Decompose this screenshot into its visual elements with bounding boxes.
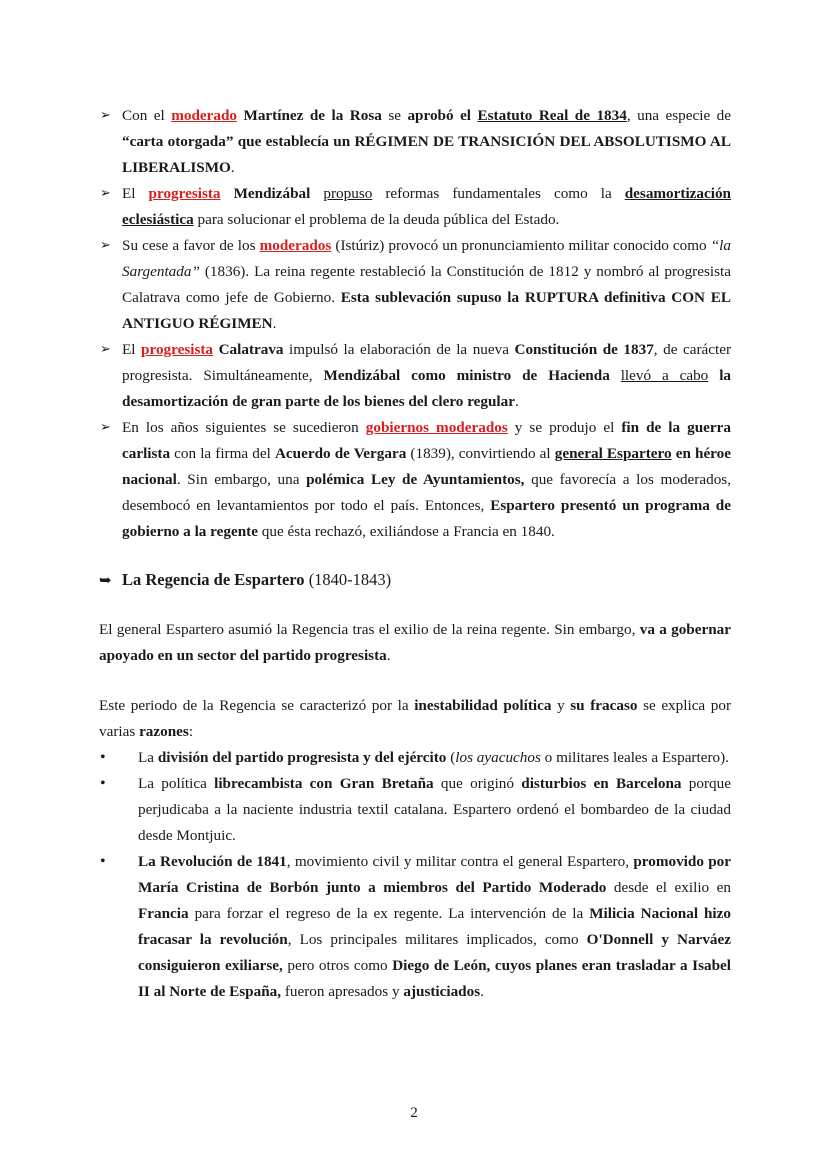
text-run: promovido por María Cristina de Borbón junto a miembros del Partido Moderado [138, 853, 731, 896]
text-run: En los años siguientes se sucedieron [122, 419, 366, 436]
bullet-dot-icon: • [100, 749, 106, 766]
text-run: (1839), convirtiendo al [406, 445, 555, 462]
text-run: “la Sargentada” [122, 237, 731, 280]
text-run: Mendizábal [233, 185, 311, 202]
text-run: La política [138, 775, 215, 792]
bullet-item [99, 771, 731, 849]
text-run: (Istúriz) provocó un pronunciamiento militar conocido como [331, 237, 711, 254]
text-run: Diego de León, cuyos planes eran trasladar a Isabel II al Norte de España, [138, 957, 731, 1000]
arrow-bullet-icon: ➢ [100, 108, 111, 123]
text-run: para forzar el regreso de la ex regente. La intervención de la [188, 905, 590, 922]
text-run: Milicia Nacional hizo fracasar la revolución [138, 905, 731, 948]
text-run: ( [446, 749, 456, 766]
section-heading [99, 567, 731, 593]
text-run: Mendizábal como ministro de Hacienda [323, 367, 610, 384]
arrow-list [99, 103, 731, 545]
text-run: . [480, 983, 484, 1000]
text-run: . Sin embargo, una [176, 471, 307, 488]
text-run: . [515, 393, 519, 410]
arrow-item [99, 181, 731, 233]
text-run: ajusticiados [403, 983, 481, 1000]
text-run: desamortización eclesiástica [122, 185, 732, 228]
text-run: El [122, 185, 149, 202]
text-run: en héroe nacional [122, 445, 731, 488]
curved-arrow-icon: ➥ [99, 571, 112, 589]
text-run: Espartero presentó un programa de gobierno a la regente [122, 497, 731, 540]
text-run: , de carácter progresista. Simultáneamente, [122, 341, 732, 384]
bullet-dot-icon: • [100, 775, 106, 792]
text-run: su fracaso [570, 697, 638, 714]
text-run: . [386, 647, 391, 664]
page-number: 2 [410, 1104, 418, 1121]
text-run: “carta otorgada” que establecía un RÉGIMEN DE TRANSICIÓN DEL ABSOLUTISMO AL LIBERALISMO [122, 133, 731, 176]
text-run: y [551, 697, 571, 714]
text-run: . [272, 315, 277, 332]
text-run: los ayacuchos [455, 749, 541, 766]
page-content [99, 103, 731, 1005]
text-run: Esta sublevación supuso la RUPTURA definitiva CON EL ANTIGUO RÉGIMEN [122, 289, 731, 332]
text-run: reformas fundamentales como la [372, 185, 625, 202]
bullet-list [99, 745, 731, 1005]
body-paragraph [99, 617, 731, 669]
text-run: razones [139, 723, 189, 740]
text-run: se [381, 107, 408, 124]
text-run: disturbios en Barcelona [521, 775, 682, 792]
bullet-dot-icon: • [100, 853, 106, 870]
bullet-item-text [138, 749, 729, 766]
arrow-bullet-icon: ➢ [100, 420, 111, 435]
text-run: Con el [122, 107, 172, 124]
text-run: librecambista con Gran Bretaña [214, 775, 434, 792]
arrow-item [99, 103, 731, 181]
text-run: porque perjudicaba a la naciente industria textil catalana. Espartero ordenó el bombardeo de la ciudad desde Montjuic. [138, 775, 731, 844]
text-run: la desamortización de gran parte de los bienes del clero regular [122, 367, 732, 410]
text-run: Martínez de la Rosa [243, 107, 382, 124]
text-run: fueron apresados y [281, 983, 404, 1000]
body-paragraph [99, 693, 731, 745]
bullet-item-text [138, 853, 731, 1000]
arrow-item [99, 337, 731, 415]
arrow-item [99, 233, 731, 337]
text-run: se explica por varias [99, 697, 732, 740]
text-run: El general Espartero asumió la Regencia tras el exilio de la reina regente. Sin embargo, [99, 621, 640, 638]
text-run: . [230, 159, 235, 176]
text-run: y se produjo el [507, 419, 622, 436]
text-run: para solucionar el problema de la deuda pública del Estado. [193, 211, 560, 228]
text-run: , movimiento civil y militar contra el general Espartero, [286, 853, 634, 870]
bullet-item [99, 745, 731, 771]
text-run: que ésta rechazó, exiliándose a Francia en 1840. [257, 523, 555, 540]
arrow-bullet-icon: ➢ [100, 186, 111, 201]
text-run: progresista [141, 341, 214, 358]
text-run: , una especie de [626, 107, 731, 124]
text-run: con la firma del [170, 445, 275, 462]
arrow-bullet-icon: ➢ [100, 342, 111, 357]
text-run: Acuerdo de Vergara [274, 445, 407, 462]
text-run [221, 185, 234, 202]
arrow-item-text [122, 237, 731, 332]
text-run: propuso [323, 185, 373, 202]
text-run: desde el exilio en [606, 879, 732, 896]
text-run: , Los principales militares implicados, como [287, 931, 587, 948]
text-run: fin de la guerra carlista [122, 419, 731, 462]
text-run: Calatrava [218, 341, 284, 358]
text-run: polémica Ley de Ayuntamientos, [306, 471, 525, 488]
text-run [708, 367, 719, 384]
text-run: gobiernos moderados [365, 419, 508, 436]
text-run: aprobó el [407, 107, 472, 124]
text-run: llevó a cabo [620, 367, 709, 384]
text-run: o militares leales a Espartero). [540, 749, 729, 766]
text-run: (1836). La reina regente restableció la Constitución de 1812 y nombró al progresista Calatrava como jefe de Gobierno. [122, 263, 731, 306]
arrow-item-text [122, 419, 731, 540]
section-title-dates: (1840-1843) [304, 570, 392, 589]
text-run: La [138, 749, 158, 766]
arrow-bullet-icon: ➢ [100, 238, 111, 253]
text-run: Este periodo de la Regencia se caracterizó por la [99, 697, 415, 714]
text-run: progresista [148, 185, 221, 202]
text-run: : [188, 723, 194, 740]
text-run: Su cese a favor de los [122, 237, 260, 254]
text-run [610, 367, 621, 384]
bullet-item-text [138, 775, 731, 844]
text-run: va a gobernar apoyado en un sector del partido progresista [99, 621, 731, 664]
arrow-item-text [122, 185, 731, 228]
text-run: La Revolución de 1841 [138, 853, 287, 870]
arrow-item-text [122, 341, 731, 410]
text-run: Constitución de 1837 [514, 341, 654, 358]
text-run: general Espartero [554, 445, 672, 462]
text-run: Estatuto Real de 1834 [477, 107, 627, 124]
section-title-bold: La Regencia de Espartero [122, 570, 305, 589]
text-run: O'Donnell y Narváez consiguieron exiliarse, [138, 931, 731, 974]
bullet-item [99, 849, 731, 1005]
text-run: Francia [138, 905, 189, 922]
text-run: que originó [433, 775, 522, 792]
text-run: división del partido progresista y del ejército [157, 749, 447, 766]
arrow-item-text [122, 107, 731, 176]
text-run: inestabilidad política [414, 697, 552, 714]
text-run: impulsó la elaboración de la nueva [283, 341, 515, 358]
text-run: que favorecía a los moderados, desembocó en levantamientos por todo el país. Entonces, [122, 471, 731, 514]
arrow-item [99, 415, 731, 545]
text-run: moderado [171, 107, 238, 124]
text-run: El [122, 341, 142, 358]
text-run: pero otros como [282, 957, 393, 974]
text-run: moderados [259, 237, 332, 254]
text-run [310, 185, 323, 202]
